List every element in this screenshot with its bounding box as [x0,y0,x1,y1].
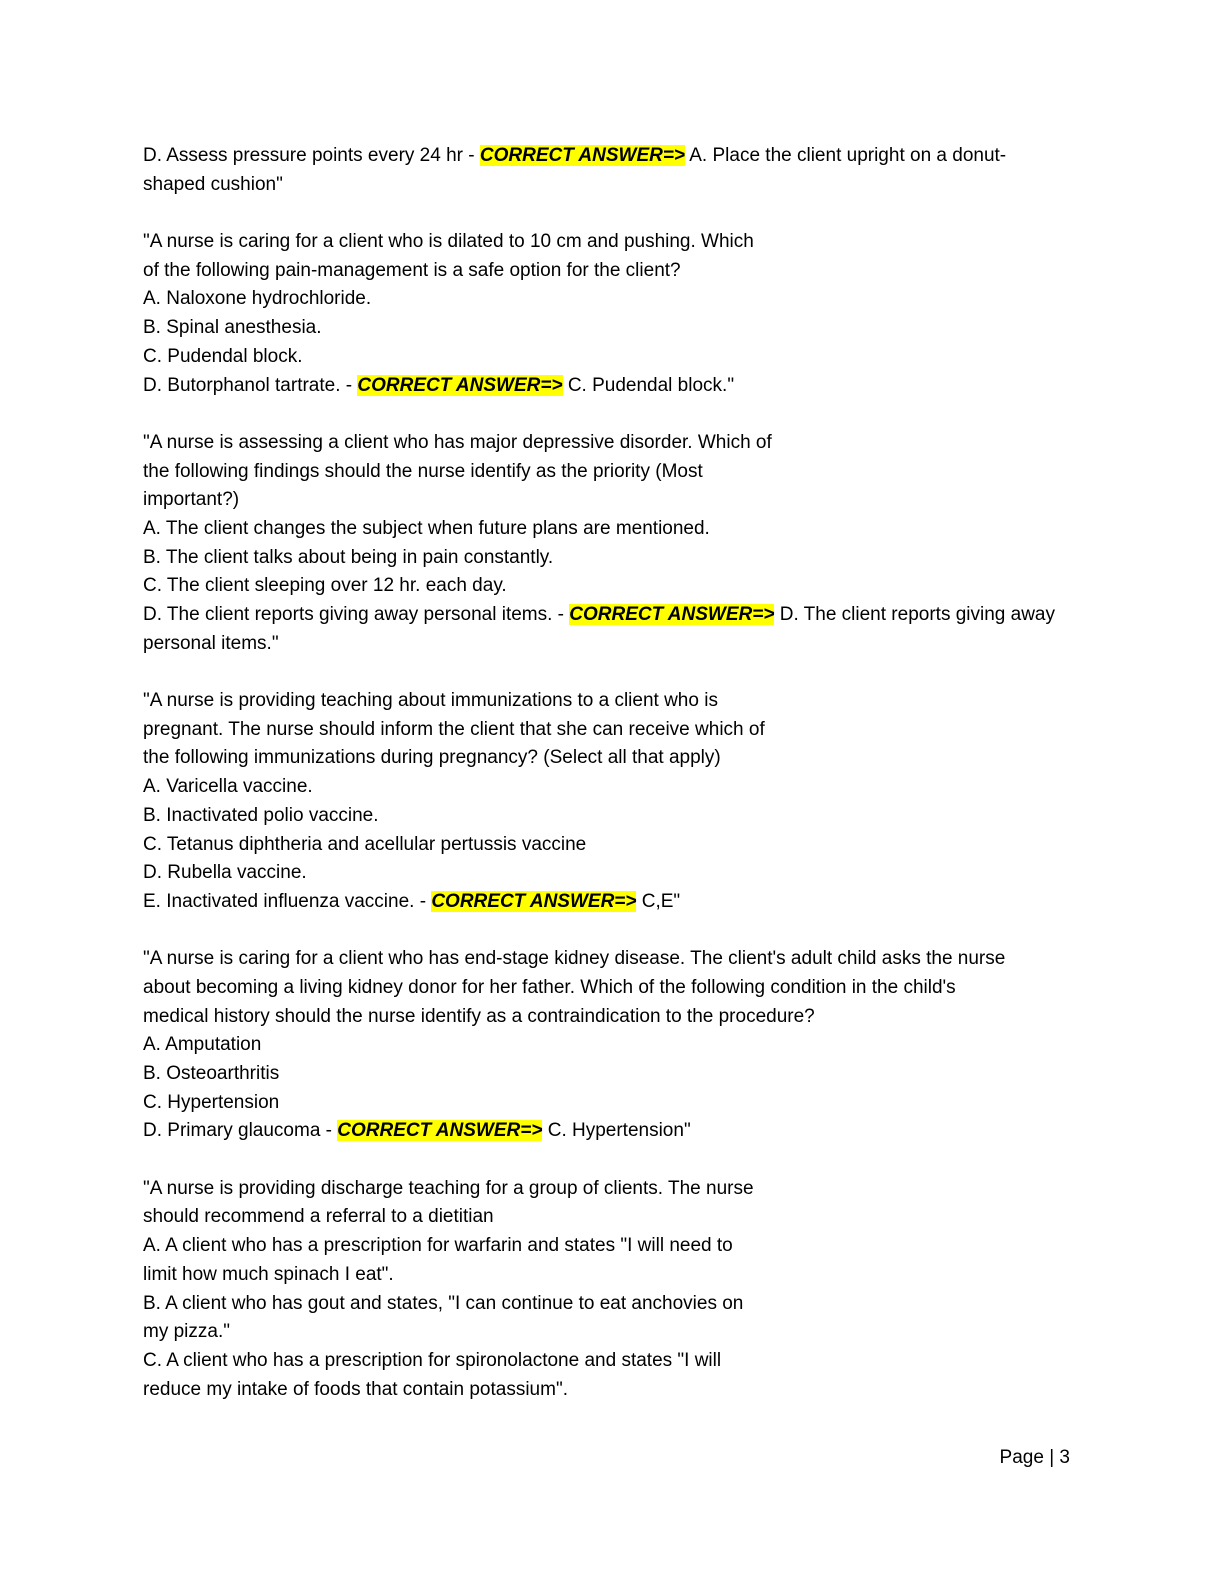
line-text: "A nurse is providing teaching about immunizations to a client who is [143,690,718,712]
line-text: A. The client changes the subject when future plans are mentioned. [143,517,710,539]
line-text: A. Amputation [143,1034,262,1056]
line-text: limit how much spinach I eat". [143,1263,394,1285]
page-label: Page [999,1447,1044,1468]
line-text: "A nurse is caring for a client who has end-stage kidney disease. The client's adult child asks the nurse [143,948,1006,970]
paragraph-spacer [143,199,1083,228]
question-block [143,945,1083,1146]
line-text: my pizza." [143,1321,230,1343]
answer-text: A. Place the client upright on a donut- [685,145,1007,166]
page-separator: | [1049,1447,1055,1468]
correct-answer-marker: CORRECT ANSWER=> [337,1120,543,1142]
page-number: 3 [1059,1447,1070,1468]
line-text: C. Pudendal block. [143,345,303,367]
line-text: C. Tetanus diphtheria and acellular pertussis vaccine [143,833,587,855]
line-text: C. The client sleeping over 12 hr. each day. [143,575,507,597]
text-line [143,429,1083,458]
text-line [143,1203,1083,1232]
line-text: D. Butorphanol tartrate. - [143,374,358,396]
text-line [143,744,1083,773]
paragraph-spacer [143,400,1083,429]
text-line [143,1089,1083,1118]
line-text: A. Varicella vaccine. [143,776,313,798]
text-line [143,974,1083,1003]
line-text: reduce my intake of foods that contain potassium". [143,1378,568,1400]
question-block [143,142,1083,199]
answer-text: C,E" [636,890,681,912]
text-line [143,1290,1083,1319]
question-block [143,1175,1083,1405]
text-line [143,601,1083,630]
text-line [143,314,1083,343]
line-text: medical history should the nurse identify as a contraindication to the procedure? [143,1005,815,1027]
text-line [143,773,1083,802]
question-block [143,687,1083,917]
text-line [143,228,1083,257]
text-line [143,458,1083,487]
text-line [143,802,1083,831]
line-text: C. Hypertension [143,1091,280,1113]
text-line [143,888,1083,917]
text-line [143,1060,1083,1089]
line-text: B. Inactivated polio vaccine. [143,804,379,826]
text-line [143,1031,1083,1060]
line-text: "A nurse is providing discharge teaching for a group of clients. The nurse [143,1177,754,1199]
answer-text: C. Pudendal block." [562,374,735,396]
line-text: D. Rubella vaccine. [143,862,307,884]
line-text: "A nurse is assessing a client who has major depressive disorder. Which of [143,431,772,453]
line-text: the following findings should the nurse identify as the priority (Most [143,460,703,482]
text-line [143,372,1083,401]
text-line [143,572,1083,601]
document-body [143,142,1083,1404]
text-line [143,1117,1083,1146]
text-line [143,1003,1083,1032]
answer-text: D. The client reports giving away [774,604,1055,625]
text-line [143,859,1083,888]
correct-answer-marker: CORRECT ANSWER=> [569,604,775,625]
line-text: of the following pain-management is a safe option for the client? [143,259,681,281]
line-text: B. Osteoarthritis [143,1063,280,1084]
line-text: B. The client talks about being in pain constantly. [143,546,554,568]
correct-answer-marker: CORRECT ANSWER=> [479,145,686,166]
paragraph-spacer [143,917,1083,946]
question-block [143,429,1083,659]
line-text: A. A client who has a prescription for warfarin and states "I will need to [143,1235,733,1257]
text-line [143,1376,1083,1405]
text-line [143,486,1083,515]
line-text: C. A client who has a prescription for spironolactone and states "I will [143,1349,722,1371]
text-line [143,257,1083,286]
text-line [143,1261,1083,1290]
line-text: D. Primary glaucoma - [143,1120,338,1142]
line-text: important?) [143,489,240,511]
text-line [143,1232,1083,1261]
page-footer [1000,1444,1070,1472]
text-line [143,544,1083,573]
text-line [143,945,1083,974]
line-text: about becoming a living kidney donor for her father. Which of the following condition in the child's [143,976,956,998]
text-line [143,1347,1083,1376]
answer-text: C. Hypertension" [542,1120,691,1142]
text-line [143,687,1083,716]
line-text: shaped cushion" [143,173,283,195]
text-line [143,1318,1083,1347]
line-text: pregnant. The nurse should inform the client that she can receive which of [143,718,765,740]
text-line [143,343,1083,372]
text-line [143,142,1083,171]
text-line [143,716,1083,745]
correct-answer-marker: CORRECT ANSWER=> [357,374,563,396]
line-text: personal items." [143,632,279,654]
line-text: B. A client who has gout and states, "I can continue to eat anchovies on [143,1292,744,1314]
text-line [143,630,1083,659]
line-text: D. Assess pressure points every 24 hr - [143,145,480,166]
text-line [143,831,1083,860]
line-text: the following immunizations during pregnancy? (Select all that apply) [143,747,721,769]
line-text: B. Spinal anesthesia. [143,317,322,339]
paragraph-spacer [143,658,1083,687]
text-line [143,171,1083,200]
line-text: D. The client reports giving away personal items. - [143,604,570,625]
line-text: "A nurse is caring for a client who is dilated to 10 cm and pushing. Which [143,231,754,253]
correct-answer-marker: CORRECT ANSWER=> [431,890,637,912]
line-text: A. Naloxone hydrochloride. [143,288,372,310]
question-block [143,228,1083,400]
line-text: should recommend a referral to a dietitian [143,1206,494,1228]
text-line [143,1175,1083,1204]
text-line [143,515,1083,544]
line-text: E. Inactivated influenza vaccine. - [143,890,432,912]
paragraph-spacer [143,1146,1083,1175]
text-line [143,285,1083,314]
